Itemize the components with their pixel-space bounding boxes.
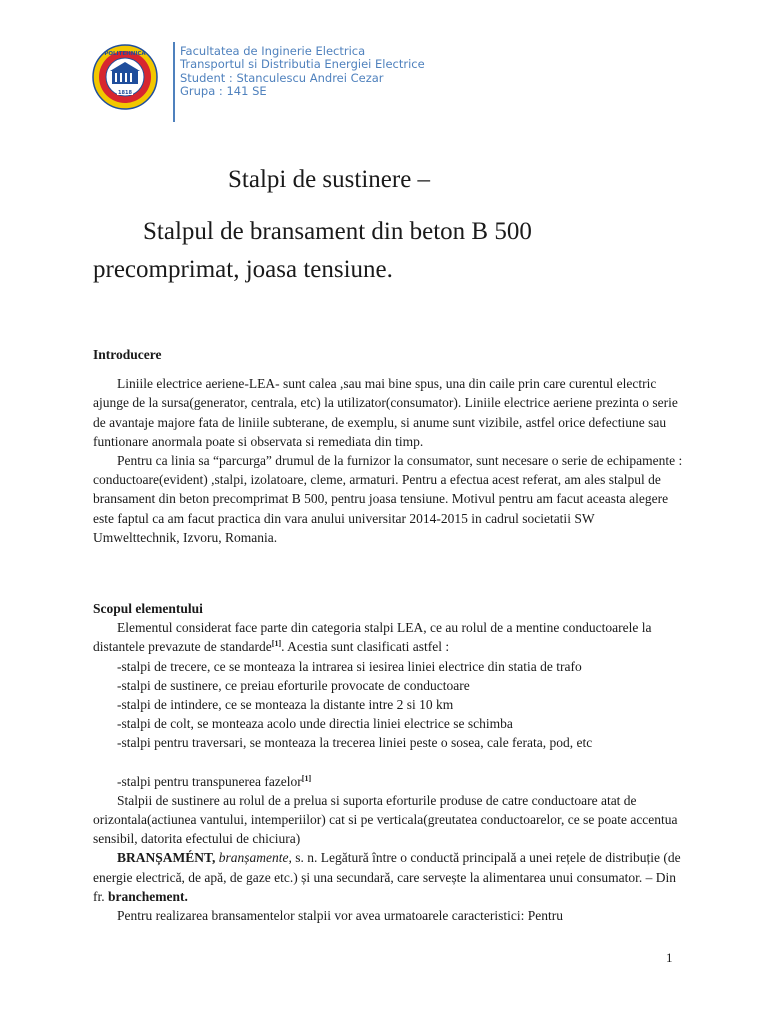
reference-link[interactable]: [1] bbox=[301, 773, 312, 783]
program-name: Transportul si Distributia Energiei Electrice bbox=[180, 57, 425, 72]
list-item: -stalpi de sustinere, ce preiau eforturile provocate de conductoare bbox=[117, 677, 470, 693]
scope-section bbox=[93, 599, 683, 925]
list-item: -stalpi de intindere, ce se monteaza la distante intre 2 si 10 km bbox=[117, 697, 454, 713]
group-name: Grupa : 141 SE bbox=[180, 83, 267, 98]
reference-link[interactable]: [1] bbox=[271, 639, 282, 649]
university-logo bbox=[92, 44, 158, 110]
list-item-text: -stalpi pentru transpunerea fazelor bbox=[117, 773, 302, 789]
list-item: -stalpi de colt, se monteaza acolo unde directia liniei electrice se schimba bbox=[117, 716, 513, 732]
student-name: Student : Stanculescu Andrei Cezar bbox=[180, 70, 384, 85]
section-heading-introduction: Introducere bbox=[93, 347, 162, 362]
list-item: -stalpi de trecere, ce se monteaza la intrarea si iesirea liniei electrice din statia de trafo bbox=[117, 658, 582, 674]
page-number: 1 bbox=[666, 950, 673, 965]
header-divider bbox=[173, 42, 175, 122]
definition-pos: s. n. bbox=[295, 850, 318, 866]
faculty-name: Facultatea de Inginerie Electrica bbox=[180, 44, 366, 58]
title-line-1: Stalpi de sustinere – bbox=[228, 166, 431, 193]
definition-plural: branșamente, bbox=[218, 850, 292, 866]
section-heading-scope: Scopul elementului bbox=[93, 601, 203, 616]
scope-paragraph-2: Stalpii de sustinere au rolul de a prelua si suporta eforturile produse de catre conductoare atat de orizontala(actiunea vantului, intemperiilor) cat si pe verticala(greutatea conductoarelor, ce se poate accentua sensibil, datorita efectului de chiciura) bbox=[93, 792, 678, 847]
scope-p1-text-end: . Acestia sunt clasificati astfel : bbox=[281, 639, 450, 655]
definition-text: Legătură între o conductă principală a unei rețele de distribuție (de energie electrică, de apă, de gaze etc.) și una secundară, care servește la alimentarea unui consumator. – Din fr. bbox=[93, 850, 681, 904]
intro-paragraph-2: Pentru ca linia sa “parcurga” drumul de la furnizor la consumator, sunt necesare o serie de echipamente : conductoare(evident) ,stalpi, izolatoare, cleme, armaturi. Pentru a efectua acest referat, am ales stalpul de bransament din beton precomprimat B 500, pentru joasa tensiune. Motivul pentru am facut aceasta alegere este faptul ca am facut practica din vara anului universitar 2014-2015 in cadrul societatii SW Umwelttechnik, Izvoru, Romania. bbox=[93, 453, 683, 545]
scope-paragraph-3: Pentru realizarea bransamentelor stalpii vor avea urmatoarele caracteristici: Pentru bbox=[117, 908, 564, 924]
logo-top-text: POLITEHNICA bbox=[104, 51, 146, 57]
definition-paragraph bbox=[93, 848, 683, 906]
definition-term: BRANȘAMÉNT, bbox=[117, 850, 216, 866]
list-item: -stalpi pentru traversari, se monteaza la trecerea liniei peste o sosea, cale ferata, pod, etc bbox=[117, 735, 593, 751]
scope-p1-text: Elementul considerat face parte din categoria stalpi LEA, ce au rolul de a mentine conductoarele la distantele prevazute de standarde bbox=[93, 620, 652, 655]
list-item bbox=[93, 772, 683, 791]
logo-year: 1818 bbox=[118, 90, 132, 96]
document-header bbox=[180, 45, 425, 98]
introduction-section bbox=[93, 345, 683, 547]
intro-paragraph-1: Liniile electrice aeriene-LEA- sunt calea ,sau mai bine spus, una din caile prin care curentul electric ajunge de la sursa(generator, centrala, etc) la utilizator(consumator). Liniile electrice aeriene prezinta o serie de avantaje majore fata de liniile subterane, de exemplu, si anume sunt vizibile, astfel orice defectiune sau funtionare anormala poate si observata si remediata din timp. bbox=[93, 376, 678, 449]
definition-origin: branchement. bbox=[108, 888, 188, 904]
scope-paragraph-1 bbox=[93, 618, 683, 656]
title-line-2: Stalpul de bransament din beton B 500 precomprimat, joasa tensiune. bbox=[93, 218, 532, 283]
